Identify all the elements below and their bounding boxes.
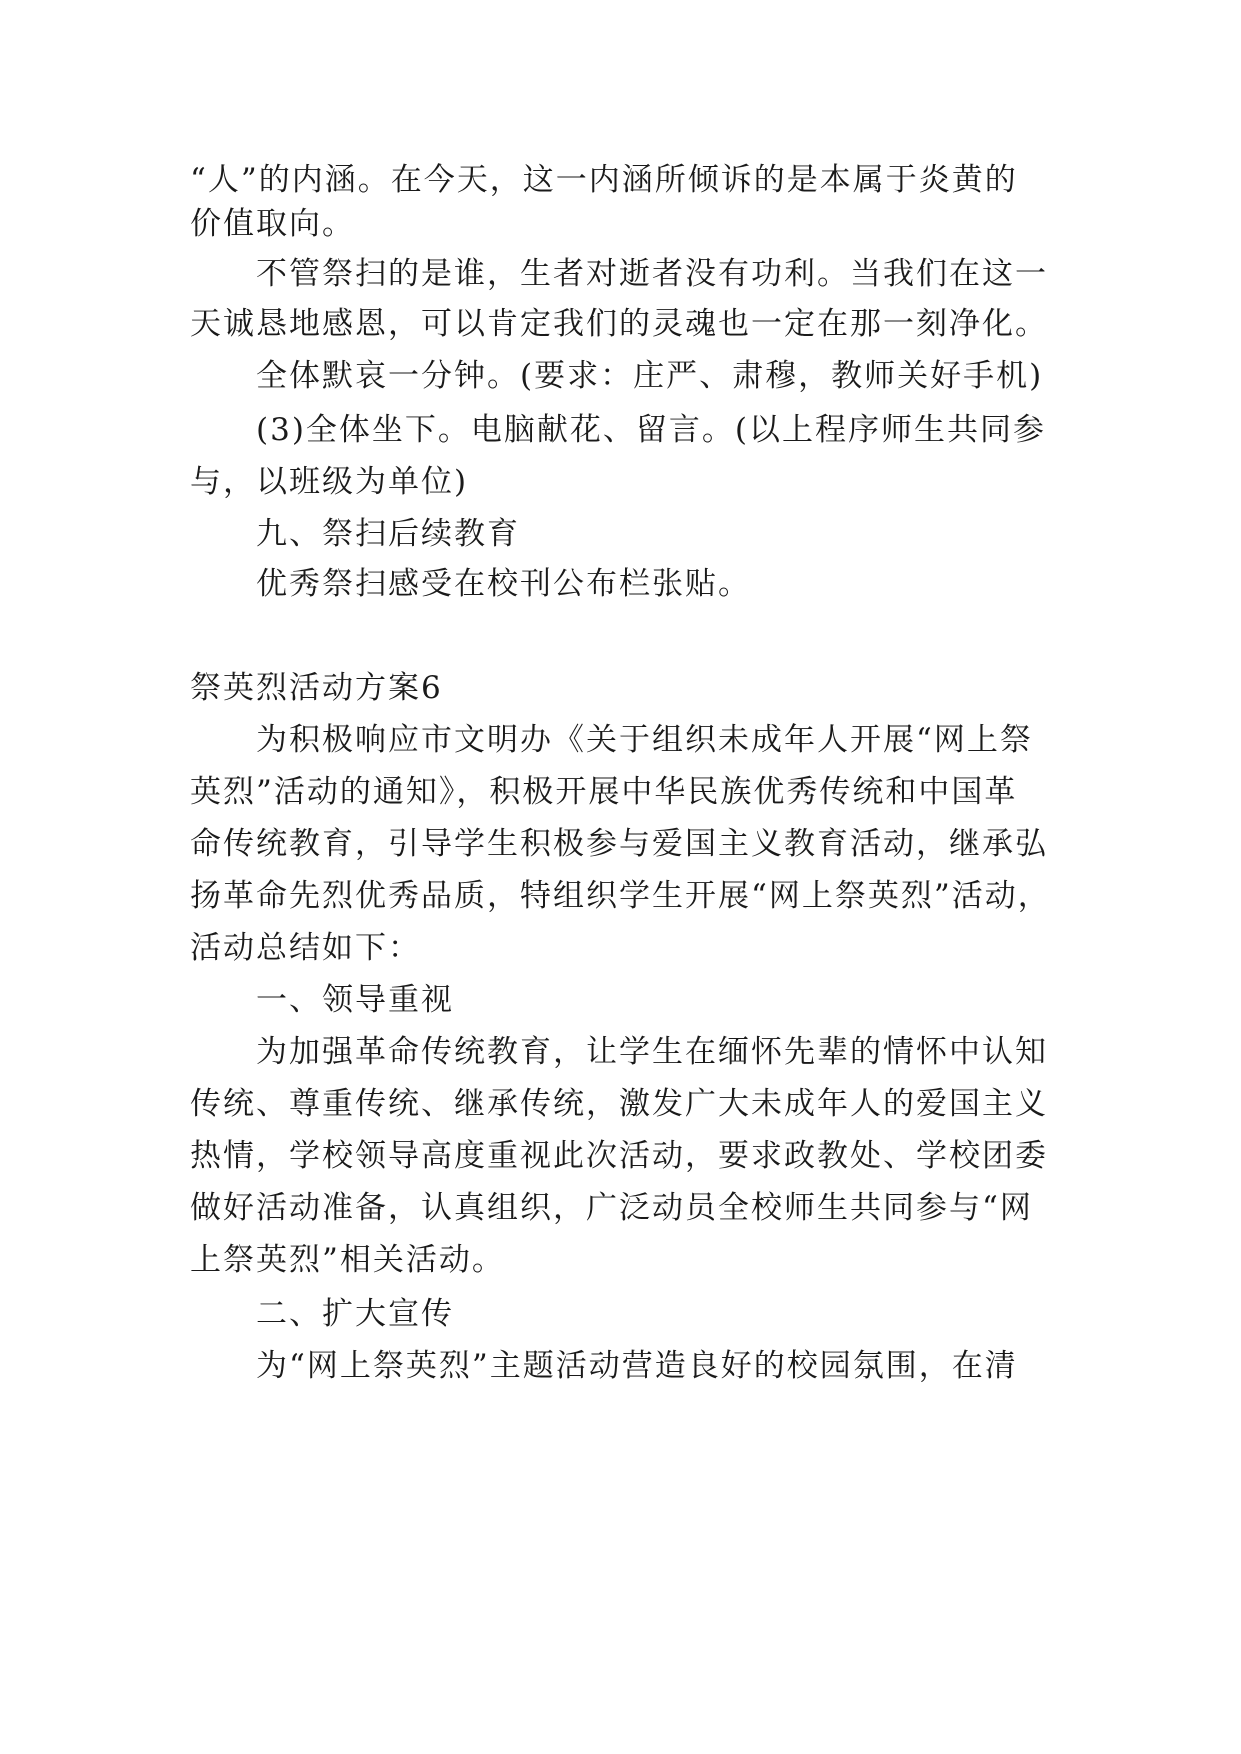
text-line: 为“网上祭英烈”主题活动营造良好的校园氛围，在清 bbox=[256, 1348, 1018, 1384]
text-line: 为积极响应市文明办《关于组织未成年人开展“网上祭 bbox=[256, 722, 1033, 758]
text-line: 活动总结如下： bbox=[190, 930, 421, 966]
text-line: 为加强革命传统教育，让学生在缅怀先辈的情怀中认知 bbox=[256, 1034, 1048, 1070]
section-heading: 二、扩大宣传 bbox=[256, 1296, 454, 1332]
section-heading: 一、领导重视 bbox=[256, 982, 454, 1018]
text-line: (3)全体坐下。电脑献花、留言。(以上程序师生共同参 bbox=[256, 412, 1047, 448]
text-line: 热情，学校领导高度重视此次活动，要求政教处、学校团委 bbox=[190, 1138, 1048, 1174]
document-title: 祭英烈活动方案6 bbox=[190, 670, 443, 706]
text-line: 命传统教育，引导学生积极参与爱国主义教育活动，继承弘 bbox=[190, 826, 1048, 862]
text-line: 天诚恳地感恩，可以肯定我们的灵魂也一定在那一刻净化。 bbox=[190, 306, 1048, 342]
text-line: 与，以班级为单位) bbox=[190, 464, 469, 500]
text-line: 不管祭扫的是谁，生者对逝者没有功利。当我们在这一 bbox=[256, 256, 1048, 292]
text-line: 优秀祭扫感受在校刊公布栏张贴。 bbox=[256, 566, 751, 602]
text-line: “人”的内涵。在今天，这一内涵所倾诉的是本属于炎黄的 bbox=[190, 162, 1018, 198]
section-heading: 九、祭扫后续教育 bbox=[256, 516, 520, 552]
text-line: 扬革命先烈优秀品质，特组织学生开展“网上祭英烈”活动， bbox=[190, 878, 1051, 914]
text-line: 英烈”活动的通知》，积极开展中华民族优秀传统和中国革 bbox=[190, 774, 1018, 810]
text-line: 上祭英烈”相关活动。 bbox=[190, 1242, 505, 1278]
text-line: 全体默哀一分钟。(要求：庄严、肃穆，教师关好手机) bbox=[256, 358, 1044, 394]
text-line: 传统、尊重传统、继承传统，激发广大未成年人的爱国主义 bbox=[190, 1086, 1048, 1122]
text-line: 做好活动准备，认真组织，广泛动员全校师生共同参与“网 bbox=[190, 1190, 1033, 1226]
text-line: 价值取向。 bbox=[190, 206, 355, 242]
